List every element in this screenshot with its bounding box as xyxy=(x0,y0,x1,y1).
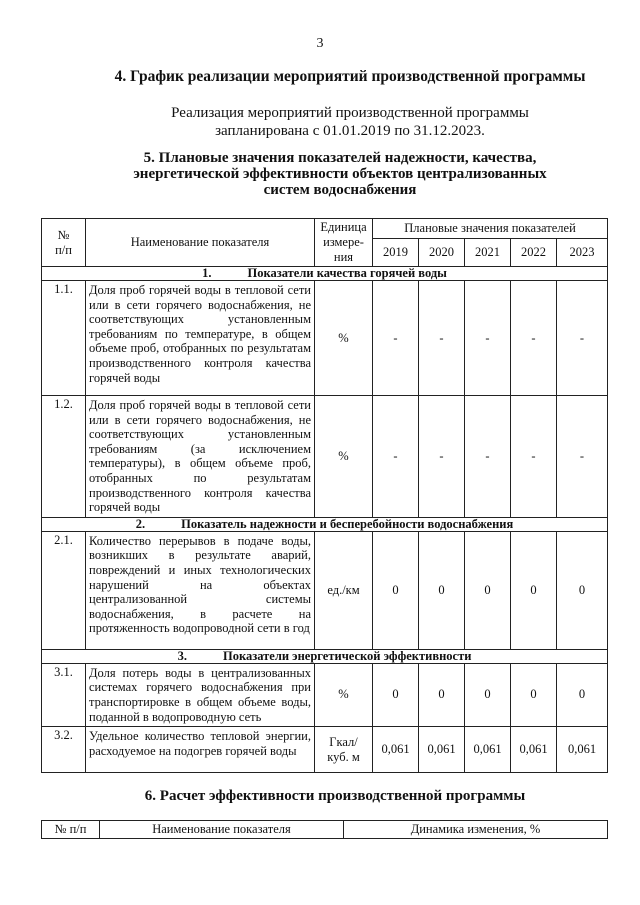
row-unit: ед./км xyxy=(315,531,373,649)
table-row xyxy=(42,821,608,839)
header-year: 2023 xyxy=(557,238,608,266)
header-unit-line-3: ния xyxy=(333,250,354,264)
section-row xyxy=(42,267,608,281)
header-plan: Плановые значения показателей xyxy=(373,219,608,239)
section-number: 2. xyxy=(135,516,146,531)
indicators-table xyxy=(41,218,608,773)
page-number: 3 xyxy=(316,36,324,51)
section-number: 3. xyxy=(177,648,187,663)
header-unit xyxy=(315,219,373,267)
section-title: Показатель надежности и бесперебойности водоснабжения xyxy=(181,516,514,531)
row-value: 0 xyxy=(557,663,608,726)
row-value: 0,061 xyxy=(465,727,511,773)
efficiency-table xyxy=(41,820,608,839)
row-unit: % xyxy=(315,281,373,396)
row-value: - xyxy=(373,281,419,396)
header-dynamics: Динамика изменения, % xyxy=(344,821,608,839)
section-4-title: 4. График реализации мероприятий производственной программы xyxy=(114,68,586,85)
row-value: 0 xyxy=(373,663,419,726)
header-num-line-2: п/п xyxy=(55,242,72,257)
section-row xyxy=(42,649,608,663)
section-4-text-line-1: Реализация мероприятий производственной программы xyxy=(171,105,529,121)
row-value: 0 xyxy=(511,531,557,649)
section-4-text xyxy=(0,104,640,140)
header-year: 2020 xyxy=(419,238,465,266)
row-value: 0 xyxy=(511,663,557,726)
header-year: 2021 xyxy=(465,238,511,266)
row-value: - xyxy=(465,396,511,518)
section-title: Показатели качества горячей воды xyxy=(247,266,447,280)
row-num: 2.1. xyxy=(42,531,86,649)
row-value: - xyxy=(419,281,465,396)
header-num-line-1: № xyxy=(57,227,70,242)
section-4-text-line-2: запланирована с 01.01.2019 по 31.12.2023. xyxy=(215,123,485,139)
header-name: Наименование показателя xyxy=(86,219,315,267)
row-value: 0,061 xyxy=(511,727,557,773)
header-year: 2019 xyxy=(373,238,419,266)
section-6-title: 6. Расчет эффективности производственной программы xyxy=(144,788,526,804)
row-value: 0 xyxy=(373,531,419,649)
row-value: - xyxy=(511,396,557,518)
row-value: - xyxy=(373,396,419,518)
header-year: 2022 xyxy=(511,238,557,266)
header-unit-line-2: измере- xyxy=(323,235,364,249)
section-number: 1. xyxy=(202,266,212,280)
row-value: - xyxy=(419,396,465,518)
section-header-3 xyxy=(42,649,608,663)
row-unit: % xyxy=(315,663,373,726)
row-value: 0,061 xyxy=(419,727,465,773)
section-5-title-line-1: 5. Плановые значения показателей надежности, качества, xyxy=(143,150,537,166)
row-value: - xyxy=(465,281,511,396)
row-unit: Гкал/ куб. м xyxy=(315,727,373,773)
row-value: - xyxy=(511,281,557,396)
row-name: Удельное количество тепловой энергии, расходуемое на подогрев горячей воды xyxy=(86,727,315,773)
row-value: 0 xyxy=(465,531,511,649)
header-num xyxy=(42,219,86,267)
row-name: Доля проб горячей воды в тепловой сети или в сети горячего водоснабжения, не соответствующих установленным требованиям по температуре, в общем объеме проб, отобранных по результатам производственного контроля качества горячей воды xyxy=(86,281,315,396)
row-value: 0 xyxy=(419,663,465,726)
row-num: 3.1. xyxy=(42,663,86,726)
section-row xyxy=(42,517,608,531)
table-row xyxy=(42,531,608,649)
row-num: 1.2. xyxy=(42,396,86,518)
row-name: Доля проб горячей воды в тепловой сети или в сети горячего водоснабжения, не соответствующих установленным требованиям (за исключением температуры), в общем объеме проб, отобранных по результатам производственного контроля качества горячей воды xyxy=(86,396,315,518)
row-name: Доля потерь воды в централизованных системах горячего водоснабжения при транспортировке в общем объеме воды, поданной в водопроводную сеть xyxy=(86,663,315,726)
section-header-1 xyxy=(42,267,608,281)
row-value: 0 xyxy=(465,663,511,726)
table-row xyxy=(42,663,608,726)
section-title: Показатели энергетической эффективности xyxy=(222,648,472,663)
table-row xyxy=(42,727,608,773)
section-5-title xyxy=(0,150,640,198)
table-row xyxy=(42,396,608,518)
section-header-2 xyxy=(42,517,608,531)
row-value: 0,061 xyxy=(557,727,608,773)
section-5-title-line-2: энергетической эффективности объектов централизованных xyxy=(133,166,547,182)
header-unit-line-1: Единица xyxy=(320,220,367,234)
row-value: - xyxy=(557,281,608,396)
row-value: 0,061 xyxy=(373,727,419,773)
row-value: - xyxy=(557,396,608,518)
row-name: Количество перерывов в подаче воды, возникших в результате аварий, повреждений и иных технологических нарушений на объектах централизованной системы водоснабжения, в расчете на протяженность водопроводной сети в год xyxy=(86,531,315,649)
header-num: № п/п xyxy=(42,821,100,839)
table-row xyxy=(42,281,608,396)
header-name: Наименование показателя xyxy=(100,821,344,839)
section-5-title-line-3: систем водоснабжения xyxy=(263,182,417,198)
row-value: 0 xyxy=(557,531,608,649)
row-num: 1.1. xyxy=(42,281,86,396)
row-num: 3.2. xyxy=(42,727,86,773)
row-unit: % xyxy=(315,396,373,518)
row-value: 0 xyxy=(419,531,465,649)
